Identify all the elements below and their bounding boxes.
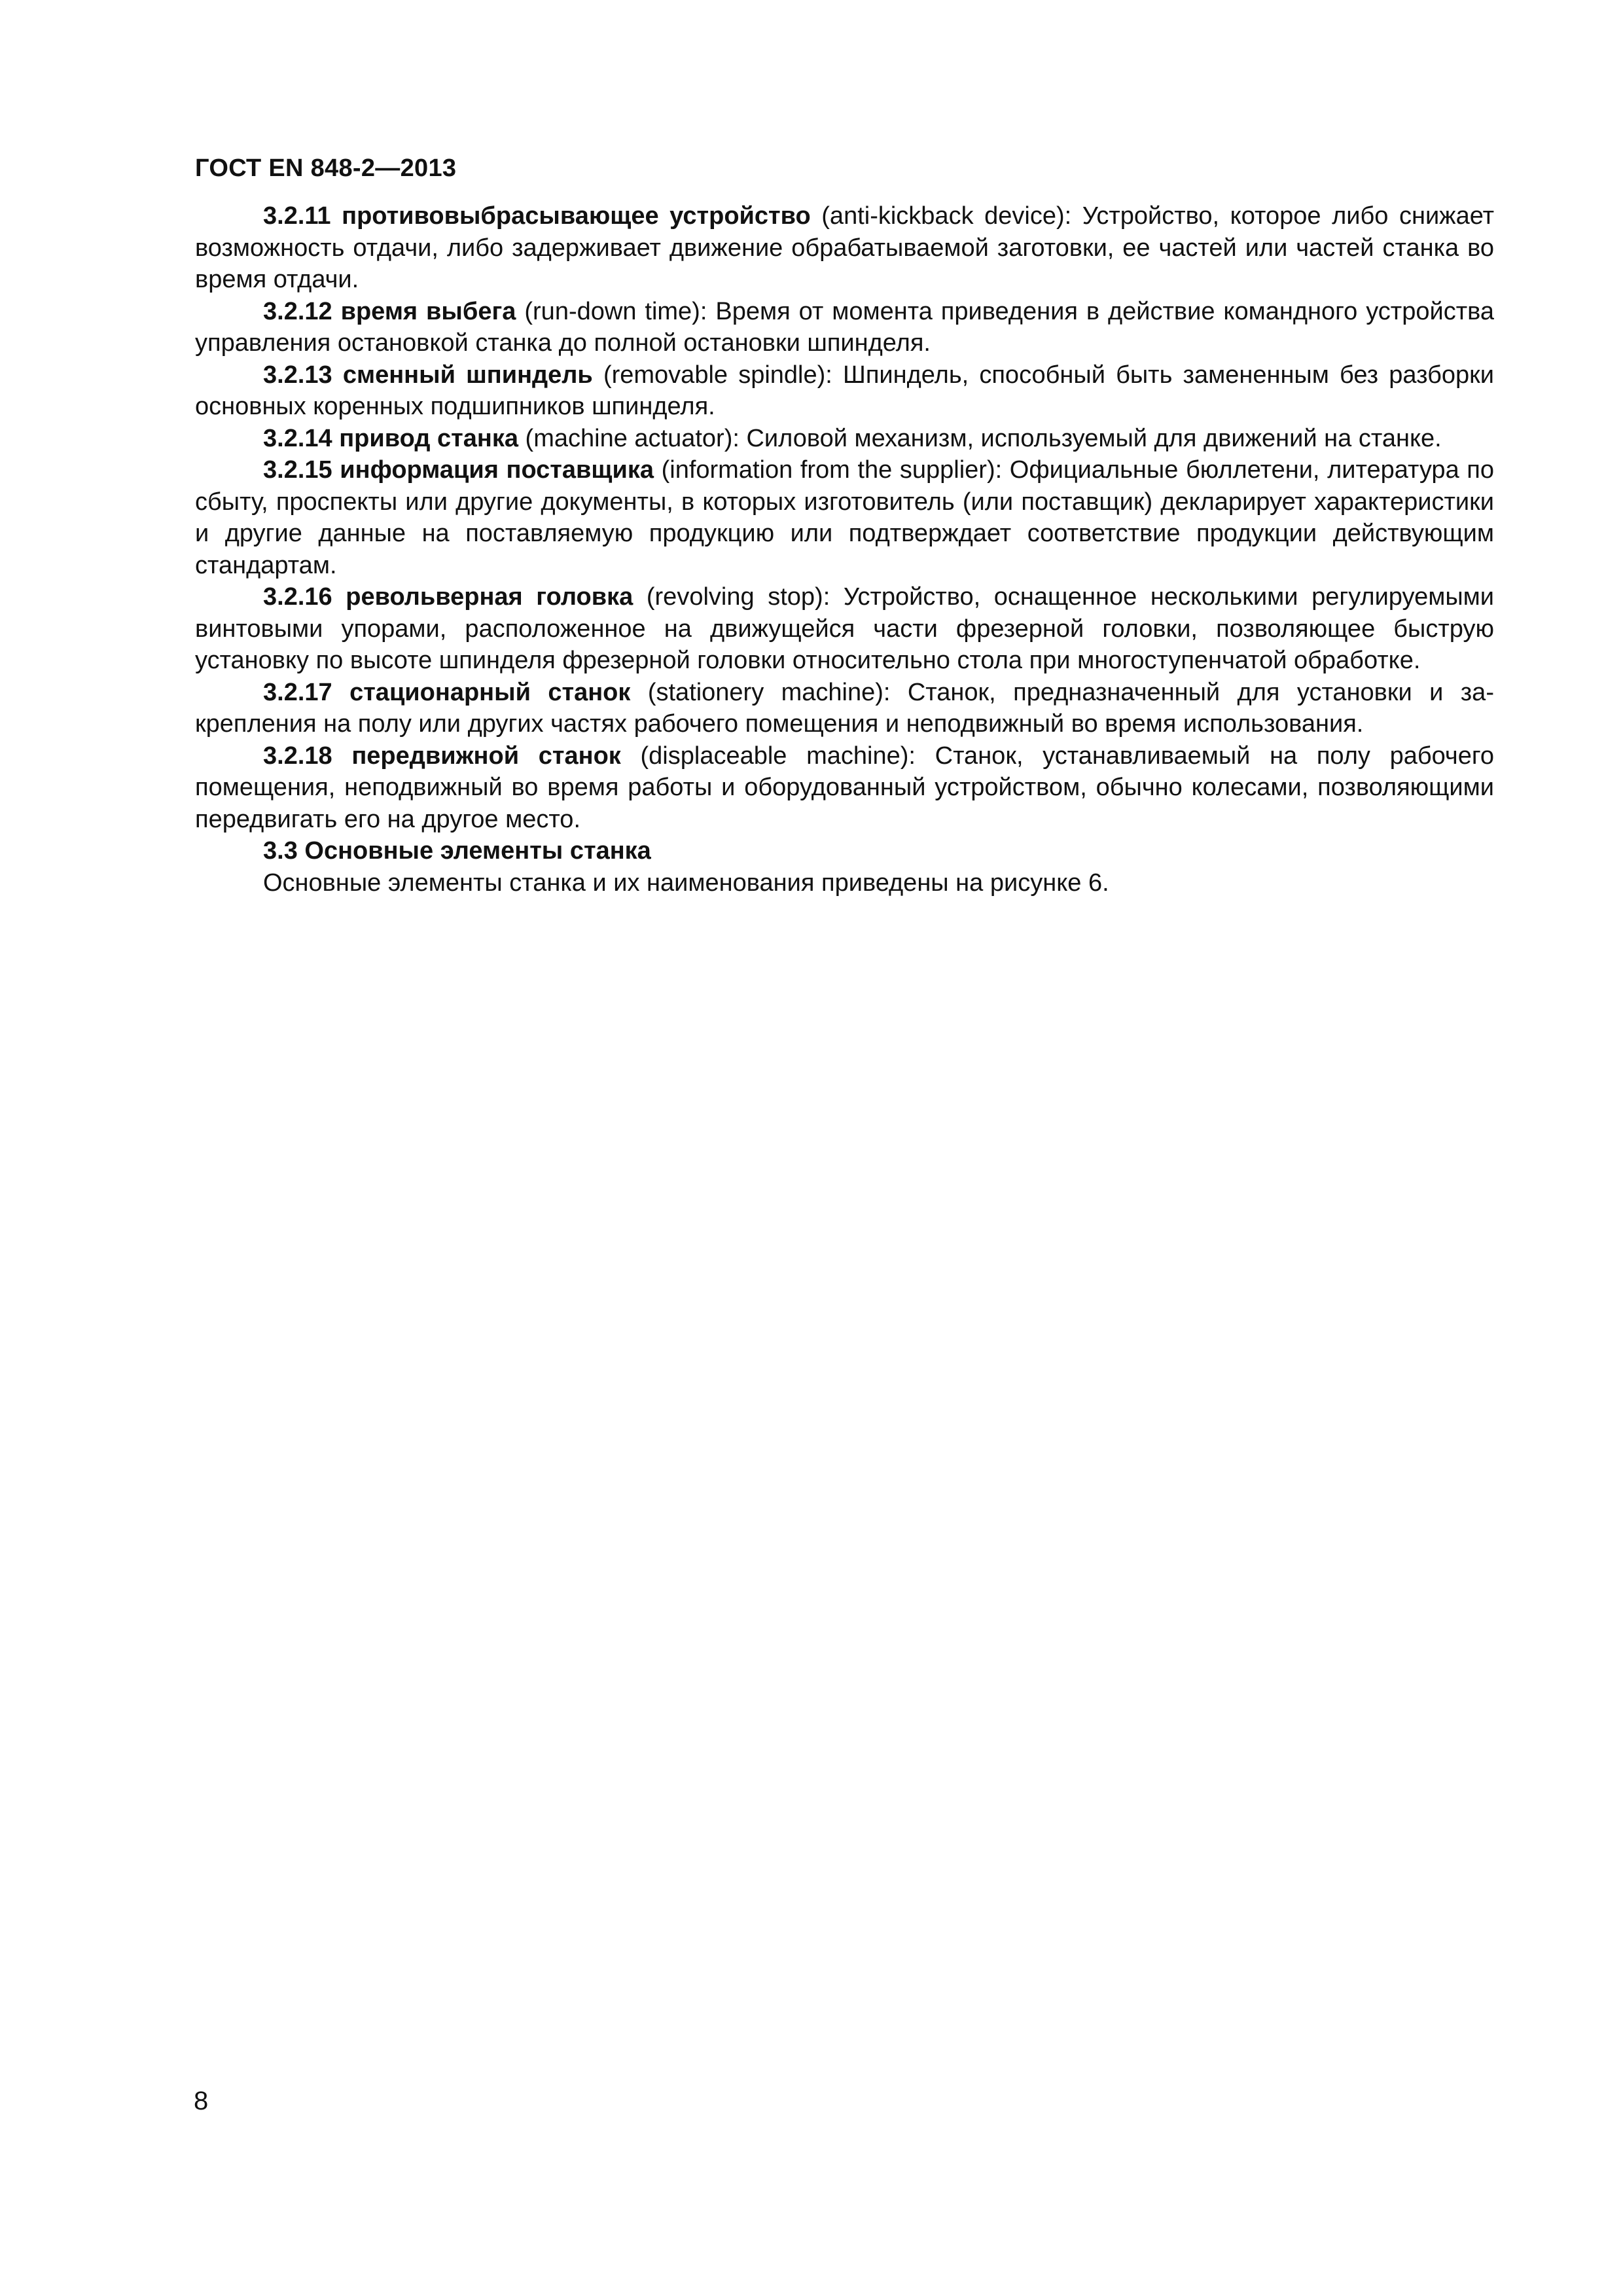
definition-number: 3.2.17 — [263, 678, 332, 706]
definition-number: 3.2.16 — [263, 583, 332, 611]
section-text: Основные элементы станка и их наименования приведены на рисунке 6. — [263, 869, 1109, 897]
definition-3-2-11 — [195, 200, 1494, 296]
definition-number: 3.2.11 — [263, 202, 331, 230]
definition-text: : Время от момента приведения в действие командного устройства управления остановкой станка до полной остановки шпинделя. — [195, 297, 1494, 357]
definition-number: 3.2.15 — [263, 456, 332, 484]
definition-term: револьверная головка — [346, 583, 633, 611]
definition-term: сменный шпиндель — [342, 361, 593, 389]
definition-text: : Официальные бюллетени, литература по сбыту, проспекты или другие документы, в которых изготовитель (или поставщик) декларирует характеристики и другие данные на поставляемую продукцию или подтверждает соответствие продукции действующим стандартам. — [195, 456, 1495, 579]
definition-text: : Шпиндель, способный быть замененным без разборки основных коренных подшипников шпинделя. — [195, 361, 1494, 420]
definition-term: привод станка — [339, 424, 518, 452]
definition-3-2-15 — [195, 454, 1494, 581]
definition-3-2-18 — [195, 740, 1494, 836]
definition-english-term: (information from the supplier) — [661, 456, 995, 484]
definition-text: : Устройство, которое либо снижает возможность отдачи, либо задерживает движение обрабатываемой заготовки, ее частей или частей станка во время отдачи. — [195, 202, 1495, 293]
definition-term: стационарный станок — [349, 678, 631, 706]
definition-3-2-12 — [195, 296, 1494, 359]
definition-english-term: (anti-kickback device) — [821, 202, 1065, 230]
standard-code-header: ГОСТ EN 848-2—2013 — [195, 154, 457, 182]
definition-number: 3.2.13 — [263, 361, 332, 389]
page-number: 8 — [194, 2087, 209, 2115]
definition-english-term: (revolving stop) — [646, 583, 823, 611]
definition-3-2-14 — [195, 423, 1494, 455]
definition-number: 3.2.14 — [263, 424, 332, 452]
section-heading: 3.3 Основные элементы станка — [263, 837, 651, 865]
definition-3-2-13 — [195, 359, 1494, 423]
definition-number: 3.2.12 — [263, 297, 332, 325]
definition-english-term: (removable spindle) — [603, 361, 826, 389]
definition-number: 3.2.18 — [263, 742, 332, 770]
definition-3-2-16 — [195, 581, 1494, 677]
definition-english-term: (run-down time) — [524, 297, 700, 325]
definition-term: противовыбрасывающее устройство — [342, 202, 811, 230]
definition-text: : Станок, предназначенный для установки и закрепления на полу или других частях рабочего помещения и неподвижный во время использования. — [195, 678, 1494, 738]
definition-term: время выбега — [340, 297, 516, 325]
definition-english-term: (machine actuator) — [525, 424, 733, 452]
definition-text: : Силовой механизм, используемый для движений на станке. — [732, 424, 1442, 452]
definition-text: : Устройство, оснащенное несколькими регулируемыми винтовыми упорами, расположенное на движущейся части фрезерной головки, позволяющее быструю установку по высоте шпинделя фрезерной головки относительно стола при многоступенчатой обработке. — [195, 583, 1495, 674]
document-body — [195, 200, 1494, 899]
definition-english-term: (stationery machine) — [647, 678, 883, 706]
definition-term: передвижной станок — [351, 742, 621, 770]
definition-english-term: (displaceable machine) — [640, 742, 909, 770]
definition-text: : Станок, устанавливаемый на полу рабочего помещения, неподвижный во время работы и оборудованный устройством, обычно колесами, позволяющими передвигать его на другое место. — [195, 742, 1495, 833]
definition-3-2-17 — [195, 677, 1494, 740]
definition-term: информация поставщика — [340, 456, 654, 484]
